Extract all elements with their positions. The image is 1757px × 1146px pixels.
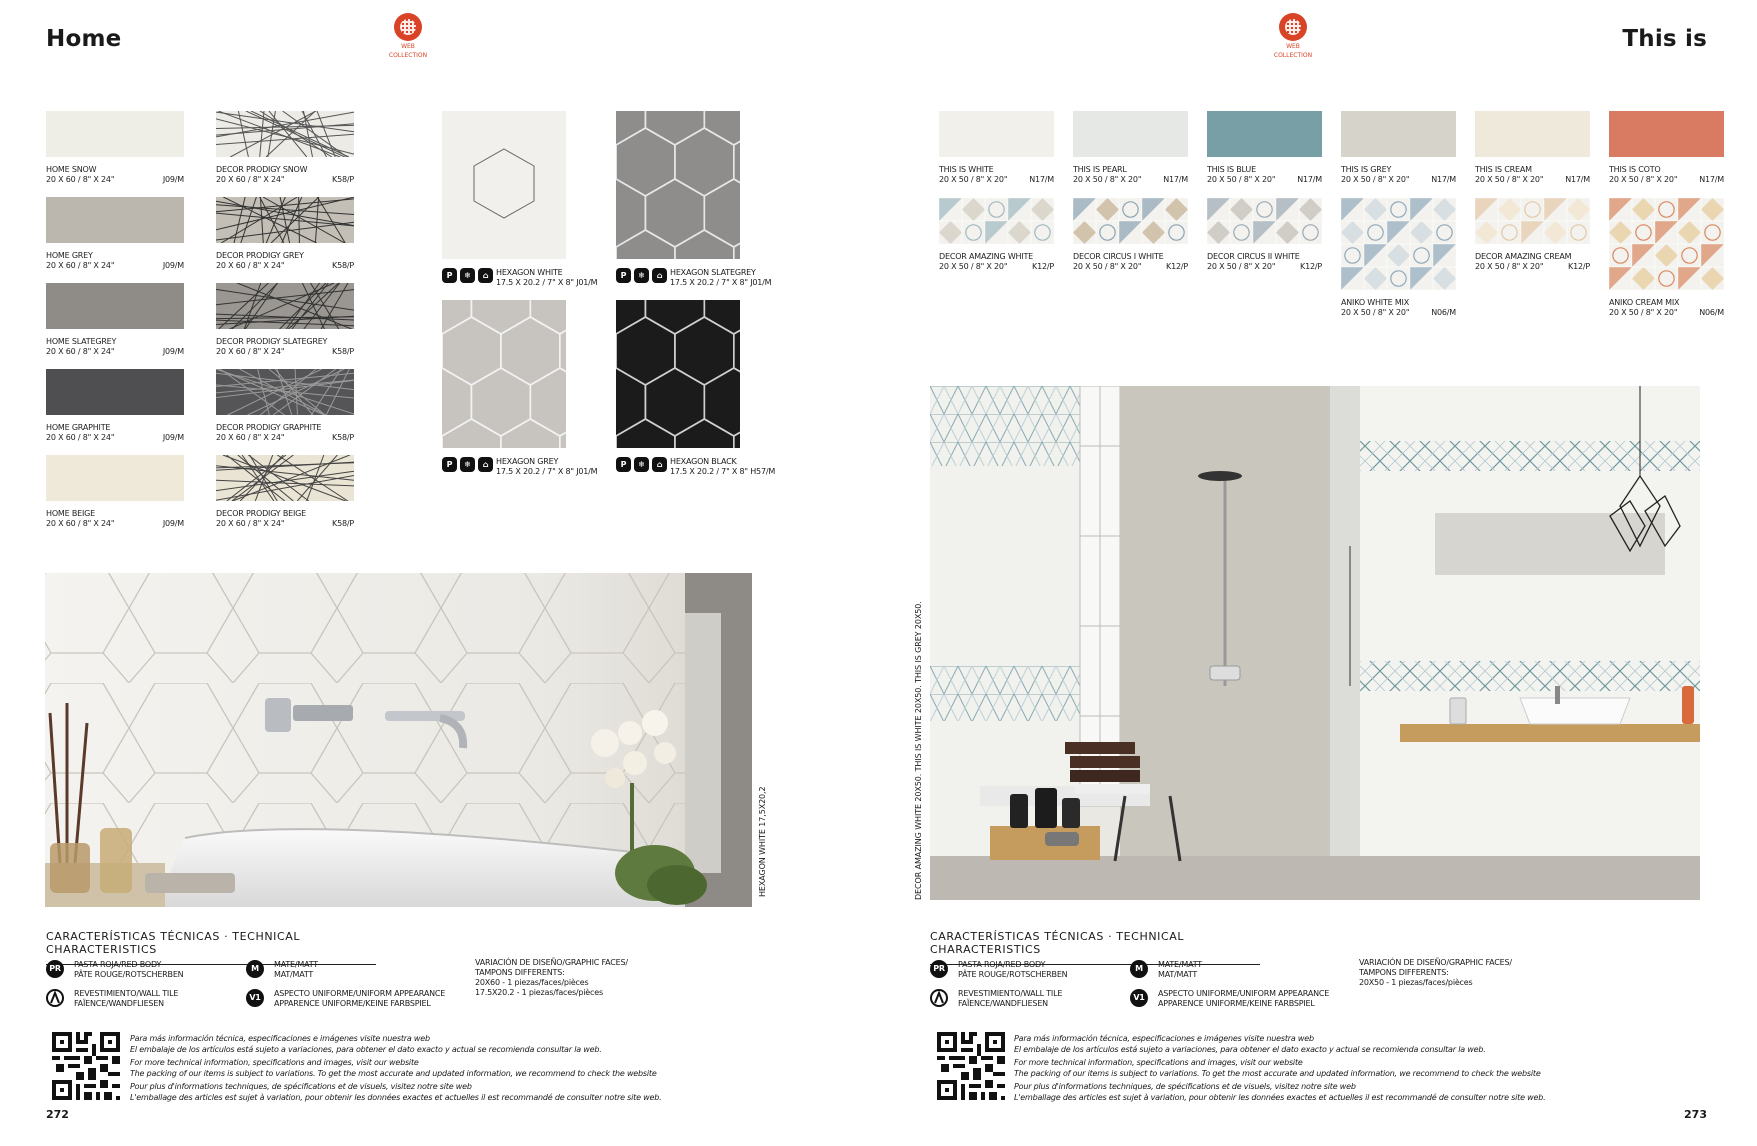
product-size-row [216,347,354,357]
product-name: DECOR PRODIGY SNOW [216,165,308,174]
product-size: 20 X 50 / 8" X 20" [1073,262,1142,271]
tech-text: 17.5X20.2 - 1 piezas/faces/pièces [475,988,603,997]
right-tech-red-body [930,960,1067,980]
product-code: J01/M [576,467,598,476]
red-body-icon: PR [930,960,948,978]
tech-text: 20X50 - 1 piezas/faces/pièces [1359,978,1473,987]
qr-code-left[interactable] [52,1032,120,1105]
indoor-icon: ⌂ [478,457,493,472]
pressed-icon: P [616,457,631,472]
product-size-row [46,261,184,271]
product-size: 20 X 50 / 8" X 20" [1207,175,1276,184]
this-is-color-item[interactable] [1341,111,1456,185]
product-name: HOME SNOW [46,165,97,174]
this-is-color-swatch [1207,111,1322,157]
note-text: For more technical information, specifications and images, visit our website [130,1058,419,1067]
this-is-color-item[interactable] [1207,111,1322,185]
product-name: HOME SLATEGREY [46,337,117,346]
product-size: 20 X 50 / 8" X 20" [1341,308,1410,317]
product-name: DECOR CIRCUS II WHITE [1207,252,1300,261]
product-size-row [1609,308,1724,318]
this-is-decor-item[interactable] [1073,198,1188,272]
hexagon-tile-swatch [616,300,740,448]
this-is-color-item[interactable] [939,111,1054,185]
tech-text: ASPECTO UNIFORME/UNIFORM APPEARANCE [1158,989,1330,998]
note-text: The packing of our items is subject to variations. To get the most accurate and updated information, we recommend to check the website [1014,1069,1541,1078]
right-tech-matt [1130,960,1202,980]
product-size: 20 X 50 / 8" X 20" [1609,175,1678,184]
product-label [46,337,184,357]
tech-text: VARIACIÓN DE DISEÑO/GRAPHIC FACES/ [1359,958,1512,967]
right-tech-wall-tile [930,989,1062,1010]
indoor-icon: ⌂ [652,268,667,283]
hexagon-text [496,268,597,288]
product-size-row [46,433,184,443]
web-collection-logo-right[interactable] [1273,13,1313,59]
note-text: Pour plus d'informations techniques, de spécifications et de visuels, visitez notre site web [130,1082,472,1091]
product-size: 20 X 50 / 8" X 20" [1609,308,1678,317]
product-label [46,165,184,185]
note-text: El embalaje de los artículos está sujeto a variaciones, para obtener el dato exacto y actual se recomienda consultar la web. [130,1045,602,1054]
product-name: THIS IS CREAM [1475,165,1532,174]
tech-text: MATE/MATT [274,960,318,969]
right-tech-variation [1359,958,1512,988]
hexagon-label [442,457,617,477]
product-size: 20 X 50 / 8" X 20" [1207,262,1276,271]
left-page-number: 272 [46,1108,69,1121]
product-label [939,165,1054,185]
hexagon-tile-item[interactable] [442,111,617,288]
home-tile-item[interactable] [46,369,184,443]
this-is-color-swatch [1475,111,1590,157]
left-tech-wall-tile [46,989,178,1010]
product-name: HOME BEIGE [46,509,95,518]
product-label [46,251,184,271]
product-code: J01/M [576,278,598,287]
aniko-white-mix-item[interactable] [1341,198,1456,318]
product-label [46,509,184,529]
product-label [46,423,184,443]
hexagon-tile-swatch [616,111,740,259]
product-code: J09/M [162,433,184,442]
product-size: 20 X 60 / 8" X 24" [216,261,285,270]
product-size-row [1207,262,1322,272]
product-code: N17/M [1431,175,1456,184]
logo-text-collection: COLLECTION [1273,52,1313,59]
tech-text: VARIACIÓN DE DISEÑO/GRAPHIC FACES/ [475,958,628,967]
decor-tile-swatch [216,455,354,501]
product-label [1207,252,1322,272]
note-text: Para más información técnica, especificaciones e imágenes visite nuestra web [130,1034,430,1043]
note-text: For more technical information, specifications and images, visit our website [1014,1058,1303,1067]
left-page-title: Home [46,26,122,52]
product-name: DECOR PRODIGY BEIGE [216,509,306,518]
logo-text-web: WEB [401,43,415,50]
indoor-icon: ⌂ [478,268,493,283]
product-size-row [939,175,1054,185]
this-is-color-swatch [1073,111,1188,157]
home-tile-swatch [46,369,184,415]
matt-icon: M [1130,960,1148,978]
product-name: HOME GREY [46,251,93,260]
decor-tile-swatch [216,111,354,157]
product-size-row [670,467,775,477]
product-size: 20 X 50 / 8" X 20" [939,175,1008,184]
product-size-row [1475,175,1590,185]
hexagon-label [442,268,617,288]
product-size-row [1475,262,1590,272]
product-size: 20 X 60 / 8" X 24" [46,519,115,528]
product-size: 20 X 50 / 8" X 20" [1475,175,1544,184]
product-label [1475,165,1590,185]
hexagon-label [616,457,791,477]
decor-amazing-cream-swatch [1475,198,1590,244]
product-size: 17.5 X 20.2 / 7" X 8" [496,467,574,476]
product-label [1341,298,1456,318]
product-size: 20 X 50 / 8" X 20" [1341,175,1410,184]
red-body-icon: PR [46,960,64,978]
product-name: THIS IS COTO [1609,165,1661,174]
frost-icon: ❄ [460,268,475,283]
product-name: HEXAGON GREY [496,457,559,466]
product-size: 17.5 X 20.2 / 7" X 8" [496,278,574,287]
product-name: DECOR CIRCUS I WHITE [1073,252,1164,261]
product-size-row [1341,308,1456,318]
product-code: J09/M [162,175,184,184]
wall-tile-icon [46,989,64,1010]
product-code: K12/P [1032,262,1054,271]
product-code: N06/M [1431,308,1456,317]
right-tech-uniform [1130,989,1329,1009]
product-name: ANIKO CREAM MIX [1609,298,1680,307]
aniko-cream-mix-swatch [1609,198,1724,290]
product-size: 20 X 50 / 8" X 20" [1475,262,1544,271]
tech-text: PÂTE ROUGE/ROTSCHERBEN [74,970,184,979]
home-tile-swatch [46,283,184,329]
hexagon-tile-swatch [442,300,566,448]
matt-icon: M [246,960,264,978]
decor-tile-swatch [216,283,354,329]
this-is-color-item[interactable] [1609,111,1724,185]
hexagon-bathroom-photo [45,573,752,907]
product-size: 20 X 50 / 8" X 20" [1073,175,1142,184]
frost-icon: ❄ [460,457,475,472]
tech-text: PÂTE ROUGE/ROTSCHERBEN [958,970,1068,979]
this-is-color-swatch [1341,111,1456,157]
decor-amazing-cream-item[interactable] [1475,198,1590,272]
right-website-notes [1014,1033,1574,1103]
hexagon-label [616,268,791,288]
product-code: K12/P [1166,262,1188,271]
product-size: 20 X 60 / 8" X 24" [46,347,115,356]
tech-text: FAÏENCE/WANDFLIESEN [74,999,164,1008]
aniko-cream-mix-item[interactable] [1609,198,1724,318]
this-is-bathroom-photo [930,386,1700,900]
tech-text: REVESTIMIENTO/WALL TILE [74,989,179,998]
uniform-appearance-icon: V1 [1130,989,1148,1007]
product-size: 20 X 60 / 8" X 24" [216,175,285,184]
tech-text: MATE/MATT [1158,960,1202,969]
product-name: THIS IS WHITE [939,165,994,174]
product-code: J09/M [162,519,184,528]
product-size: 20 X 60 / 8" X 24" [46,261,115,270]
product-code: N17/M [1297,175,1322,184]
indoor-icon: ⌂ [652,457,667,472]
product-size-row [216,519,354,529]
hexagon-tile-item[interactable] [616,300,791,477]
product-label [1609,298,1724,318]
home-tile-swatch [46,197,184,243]
decor-tile-swatch [216,369,354,415]
tech-text: FAÏENCE/WANDFLIESEN [958,999,1048,1008]
product-size: 20 X 60 / 8" X 24" [46,175,115,184]
product-code: K58/P [332,347,354,356]
hexagon-text [670,457,775,477]
product-code: N17/M [1699,175,1724,184]
product-size-row [1207,175,1322,185]
this-is-decor-swatch [1207,198,1322,244]
product-size-row [46,347,184,357]
this-is-decor-swatch [1073,198,1188,244]
left-photo-caption: HEXAGON WHITE 17,5X20,2 [758,786,767,897]
right-photo-caption: DECOR AMAZING WHITE 20X50. THIS IS WHITE 20X50. THIS IS GREY 20X50. [914,601,923,900]
wall-tile-icon [930,989,948,1010]
pressed-icon: P [616,268,631,283]
note-text: Pour plus d'informations techniques, de spécifications et de visuels, visitez notre site web [1014,1082,1356,1091]
this-is-decor-swatch [939,198,1054,244]
this-is-decor-item[interactable] [939,198,1054,272]
decor-tile-item[interactable] [216,369,354,443]
product-code: K58/P [332,175,354,184]
hexagon-tile-item[interactable] [616,111,791,288]
product-label [216,509,354,529]
tech-text: MAT/MATT [1158,970,1198,979]
product-size: 20 X 60 / 8" X 24" [216,433,285,442]
web-collection-icon [394,13,422,41]
tech-text: MAT/MATT [274,970,314,979]
product-code: N17/M [1565,175,1590,184]
decor-tile-item[interactable] [216,283,354,357]
hexagon-text [670,268,771,288]
product-size: 20 X 60 / 8" X 24" [46,433,115,442]
product-name: DECOR PRODIGY GREY [216,251,304,260]
product-code: H57/M [750,467,776,476]
this-is-color-swatch [1609,111,1724,157]
product-size-row [1073,262,1188,272]
product-name: HOME GRAPHITE [46,423,111,432]
product-name: DECOR AMAZING WHITE [939,252,1034,261]
product-code: N17/M [1029,175,1054,184]
aniko-white-mix-swatch [1341,198,1456,290]
left-tech-red-body [46,960,183,980]
tech-text: PASTA ROJA/RED BODY [958,960,1046,969]
product-label [1475,252,1590,272]
decor-tile-item[interactable] [216,455,354,529]
tech-text: TAMPONS DIFFERENTS: [1359,968,1449,977]
product-code: N06/M [1699,308,1724,317]
product-code: K58/P [332,433,354,442]
tech-text: ASPECTO UNIFORME/UNIFORM APPEARANCE [274,989,446,998]
hexagon-tile-swatch [442,111,566,259]
hexagon-text [496,457,597,477]
decor-tile-swatch [216,197,354,243]
this-is-color-swatch [939,111,1054,157]
qr-code-right[interactable] [937,1032,1005,1105]
product-label [216,251,354,271]
web-collection-logo-left[interactable] [388,13,428,59]
product-code: J01/M [750,278,772,287]
right-page-number: 273 [1684,1108,1707,1121]
left-tech-uniform [246,989,445,1009]
note-text: L'emballage des articles est sujet à variation, pour obtenir les données exactes et actuelles il est recommandé de consulter notre site web. [1014,1093,1546,1102]
tech-text: 20X60 - 1 piezas/faces/pièces [475,978,589,987]
note-text: L'emballage des articles est sujet à variation, pour obtenir les données exactes et actuelles il est recommandé de consulter notre site web. [130,1093,662,1102]
product-size-row [46,519,184,529]
product-size: 17.5 X 20.2 / 7" X 8" [670,278,748,287]
left-website-notes [130,1033,690,1103]
product-name: DECOR PRODIGY GRAPHITE [216,423,322,432]
product-size-row [1609,175,1724,185]
product-label [1609,165,1724,185]
product-size: 20 X 60 / 8" X 24" [216,347,285,356]
product-code: K12/P [1568,262,1590,271]
note-text: El embalaje de los artículos está sujeto a variaciones, para obtener el dato exacto y actual se recomienda consultar la web. [1014,1045,1486,1054]
right-page-title: This is [1622,26,1707,52]
home-tile-item[interactable] [46,455,184,529]
product-size: 20 X 60 / 8" X 24" [216,519,285,528]
left-tech-variation [475,958,628,998]
product-name: HEXAGON WHITE [496,268,563,277]
product-size-row [216,433,354,443]
product-code: N17/M [1163,175,1188,184]
product-label [1341,165,1456,185]
product-size-row [939,262,1054,272]
this-is-color-item[interactable] [1073,111,1188,185]
tech-text: APPARENCE UNIFORME/KEINE FARBSPIEL [274,999,431,1008]
product-size-row [1341,175,1456,185]
pressed-icon: P [442,457,457,472]
product-label [216,423,354,443]
tech-text: TAMPONS DIFFERENTS: [475,968,565,977]
product-name: THIS IS GREY [1341,165,1392,174]
home-tile-item[interactable] [46,197,184,271]
product-name: ANIKO WHITE MIX [1341,298,1409,307]
product-code: K58/P [332,261,354,270]
product-code: J09/M [162,347,184,356]
product-size-row [1073,175,1188,185]
frost-icon: ❄ [634,457,649,472]
product-code: K58/P [332,519,354,528]
product-code: K12/P [1300,262,1322,271]
web-collection-icon [1279,13,1307,41]
left-tech-matt [246,960,318,980]
product-size-row [496,467,597,477]
this-is-color-item[interactable] [1475,111,1590,185]
tech-text: APPARENCE UNIFORME/KEINE FARBSPIEL [1158,999,1315,1008]
product-code: J09/M [162,261,184,270]
product-size-row [670,278,771,288]
product-label [939,252,1054,272]
hexagon-tile-item[interactable] [442,300,617,477]
product-label [216,337,354,357]
product-size: 17.5 X 20.2 / 7" X 8" [670,467,748,476]
logo-text-web: WEB [1286,43,1300,50]
product-name: DECOR PRODIGY SLATEGREY [216,337,328,346]
tech-text: PASTA ROJA/RED BODY [74,960,162,969]
product-size-row [496,278,597,288]
left-tech-heading: CARACTERÍSTICAS TÉCNICAS · TECHNICAL CHARACTERISTICS [46,930,376,965]
this-is-decor-item[interactable] [1207,198,1322,272]
home-tile-item[interactable] [46,283,184,357]
tech-text: REVESTIMIENTO/WALL TILE [958,989,1063,998]
decor-tile-item[interactable] [216,111,354,185]
home-tile-swatch [46,455,184,501]
product-label [1073,252,1188,272]
decor-tile-item[interactable] [216,197,354,271]
product-label [216,165,354,185]
product-name: DECOR AMAZING CREAM [1475,252,1572,261]
note-text: The packing of our items is subject to variations. To get the most accurate and updated information, we recommend to check the website [130,1069,657,1078]
product-name: THIS IS PEARL [1073,165,1127,174]
logo-text-collection: COLLECTION [388,52,428,59]
product-name: THIS IS BLUE [1207,165,1256,174]
uniform-appearance-icon: V1 [246,989,264,1007]
frost-icon: ❄ [634,268,649,283]
product-size-row [216,261,354,271]
product-label [1207,165,1322,185]
home-tile-item[interactable] [46,111,184,185]
product-size-row [216,175,354,185]
home-tile-swatch [46,111,184,157]
product-size: 20 X 50 / 8" X 20" [939,262,1008,271]
note-text: Para más información técnica, especificaciones e imágenes visite nuestra web [1014,1034,1314,1043]
product-size-row [46,175,184,185]
product-name: HEXAGON BLACK [670,457,737,466]
pressed-icon: P [442,268,457,283]
product-label [1073,165,1188,185]
right-tech-heading: CARACTERÍSTICAS TÉCNICAS · TECHNICAL CHARACTERISTICS [930,930,1260,965]
product-name: HEXAGON SLATEGREY [670,268,756,277]
